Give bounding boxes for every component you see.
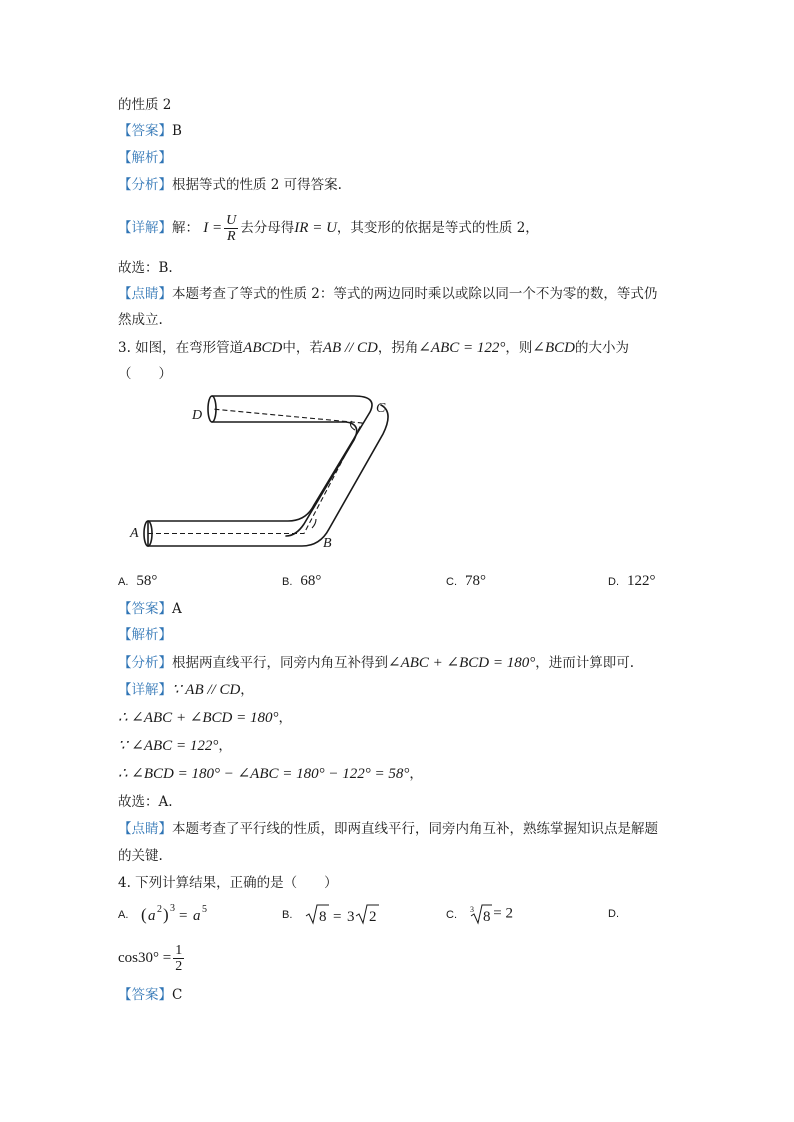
question-3-paren: （ ） [118, 366, 172, 382]
comment-line-2: 然成立. [118, 312, 163, 328]
svg-text:3: 3 [169, 903, 175, 914]
q3-comment-2: 的关键. [118, 848, 163, 864]
svg-text:8: 8 [318, 909, 327, 925]
q4-option-d: D. [608, 908, 619, 920]
q4-answer: 【答案】C [118, 987, 183, 1003]
q4-b-expression [305, 902, 387, 926]
q4-option-a: A. ( a 2 ) 3 = a 5 [118, 902, 223, 926]
question-3: 3. 如图，在弯形管道ABCD中，若AB // CD，拐角∠ABC = 122°，则∠BCD的大小为 [118, 340, 629, 356]
q4-a-expression [141, 902, 223, 926]
svg-text:5: 5 [201, 904, 207, 915]
svg-text:2: 2 [156, 904, 162, 915]
q3-option-c: C. 78° [446, 573, 486, 589]
choose-line: 故选：B. [118, 260, 173, 276]
svg-text:): ) [162, 905, 169, 924]
q4-option-d-expression: cos30° = $\frac{1}{2}$ [118, 943, 183, 974]
svg-text:3: 3 [470, 905, 475, 914]
q4-option-b: B. 8 = 3 2 [282, 902, 387, 926]
q3-step-2: ∵ ∠ABC = 122°， [118, 738, 232, 754]
fraction-one-half: $\frac{1}{2}$ [175, 943, 183, 974]
q3-step-1: ∴ ∠ABC + ∠BCD = 180°， [118, 710, 293, 726]
comment-line: 【点睛】本题考查了等式的性质 2：等式的两边同时乘以或除以同一个不为零的数，等式仍 [118, 286, 658, 302]
analysis-line: 【分析】根据等式的性质 2 可得答案. [118, 177, 342, 193]
q3-detail: 【详解】∵ AB // CD， [118, 682, 254, 698]
label-d: D [192, 408, 203, 423]
svg-text:=: = [332, 909, 342, 925]
svg-text:a: a [192, 908, 201, 924]
svg-text:3: 3 [346, 909, 355, 925]
q3-choose: 故选：A. [118, 794, 173, 810]
q3-option-d: D. 122° [608, 573, 656, 589]
label-c: C [376, 401, 386, 416]
q3-option-b: B. 68° [282, 573, 322, 589]
svg-text:=: = [178, 908, 188, 924]
label-b: B [323, 536, 332, 551]
label-a: A [130, 526, 139, 541]
svg-text:2: 2 [368, 909, 377, 925]
q3-analysis-heading: 【解析】 [118, 627, 172, 643]
q3-comment: 【点睛】本题考查了平行线的性质，即两直线平行，同旁内角互补，熟练掌握知识点是解题 [118, 821, 658, 837]
analysis-heading: 【解析】 [118, 150, 172, 166]
q3-option-a: A. 58° [118, 573, 158, 589]
q3-answer: 【答案】A [118, 601, 182, 617]
q3-step-3: ∴ ∠BCD = 180° − ∠ABC = 180° − 122° = 58°， [118, 766, 423, 782]
answer-line: 【答案】B [118, 123, 182, 139]
svg-text:8: 8 [483, 909, 491, 925]
detail-line: 【详解】解： I = $\frac{U}{R}$ 去分母得IR = U，其变形的依据是等式的性质 2， [118, 213, 539, 244]
q4-option-c: C. 3 8 = 2 [446, 902, 513, 926]
svg-text:a: a [147, 908, 156, 924]
fraction-u-over-r: $\frac{U}{R}$ [226, 213, 237, 244]
q4-c-cube-root [469, 902, 493, 926]
q3-analysis: 【分析】根据两直线平行，同旁内角互补得到∠ABC + ∠BCD = 180°，进而计算即可. [118, 655, 635, 671]
svg-text:(: ( [140, 905, 147, 924]
question-4: 4. 下列计算结果，正确的是（ ） [118, 875, 338, 891]
text-line: 的性质 2 [118, 97, 172, 113]
bent-pipe-figure [126, 392, 396, 557]
